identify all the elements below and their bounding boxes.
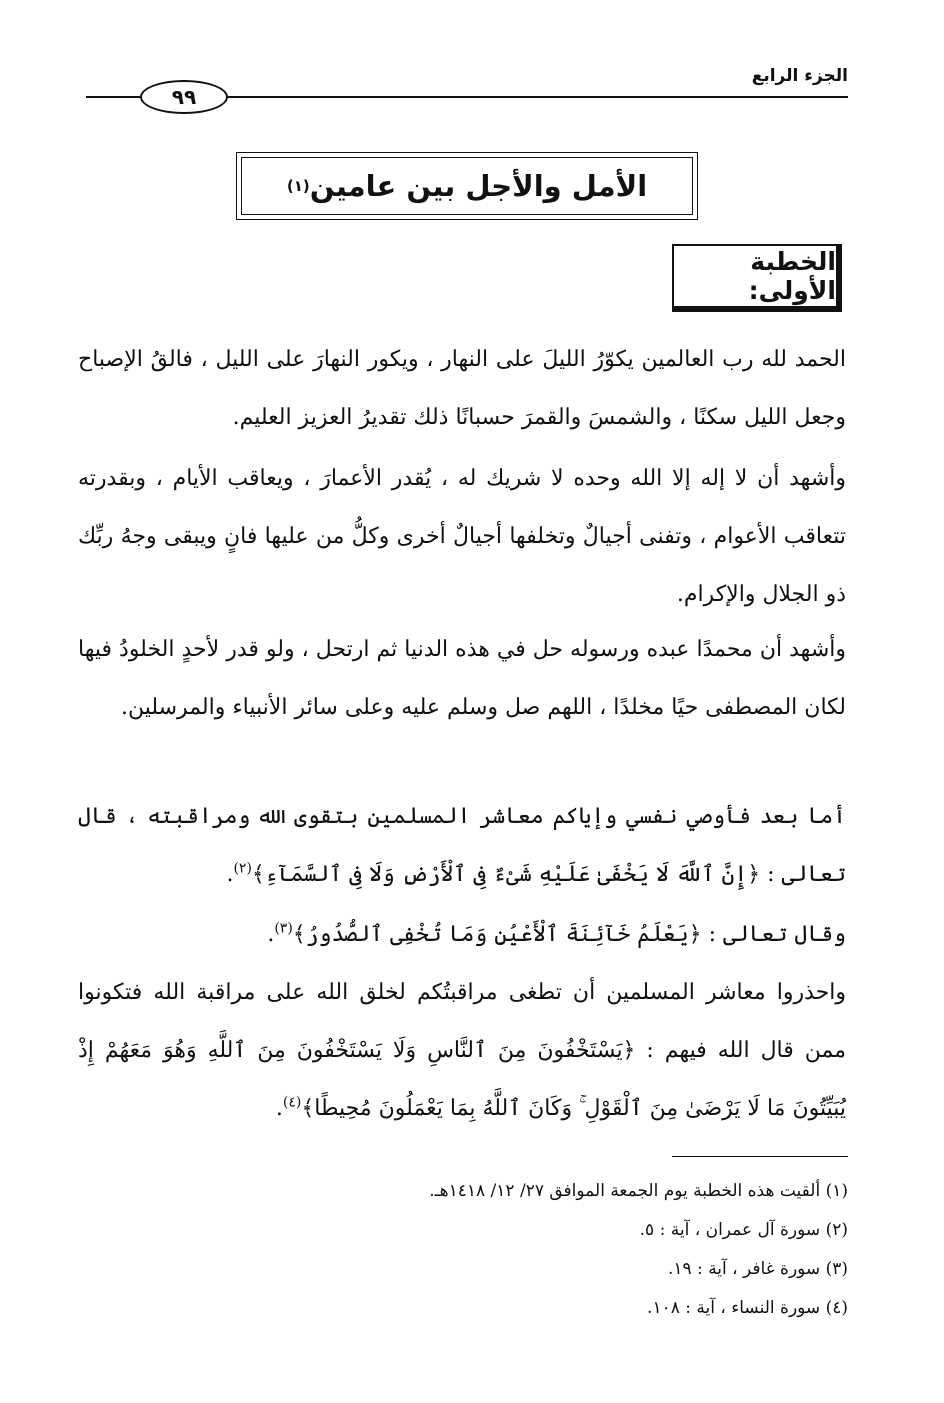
paragraph-advice: أما بعد فأوصي نفسي وإياكم معاشر المسلمين بتقوى الله ومراقبته ، قال تعالى : ﴿إِنَّ ٱللَّهَ لَا يَخْفَىٰ عَلَيْهِ شَىْءٌ فِى ٱلْأَرْضِ وَلَا فِى ٱلسَّمَآءِ﴾$^{(٢)}$. — [78, 804, 846, 887]
title-footnote-ref: (١) — [286, 177, 310, 195]
footnote-separator — [672, 1156, 848, 1157]
header-rule — [228, 96, 848, 98]
footnote-ref: (٢) — [233, 860, 252, 877]
footnote-item: (١) ألقيت هذه الخطبة يوم الجمعة الموافق ٢٧/ ١٢/ ١٤١٨هـ. — [429, 1181, 848, 1201]
khutbah-title-frame — [236, 152, 698, 220]
paragraph-text: وأشهد أن لا إله إلا الله وحده لا شريك له ، يُقدر الأعمارَ ، ويعاقب الأيام ، وبقدرته تتعاقب الأعوام ، وتفنى أجيالٌ وتخلفها أجيالٌ أخرى وكلُّ من عليها فانٍ ويبقى وجهُ ربِّك ذو الجلال والإكرام. — [78, 466, 846, 607]
footnote-ref: (٣) — [274, 920, 293, 937]
footnotes — [88, 1172, 848, 1328]
paragraph-text: الحمد لله رب العالمين يكوّرُ الليلَ على النهار ، ويكور النهارَ على الليل ، فالقُ الإصباح وجعل الليل سكنًا ، والشمسَ والقمرَ حسبانًا ذلك تقديرُ العزيز العليم. — [78, 347, 846, 430]
khutbah-title — [237, 153, 697, 219]
footnote-item: (٢) سورة آل عمران ، آية : ٥. — [639, 1220, 848, 1240]
running-header-title: الجزء الرابع — [751, 66, 848, 86]
paragraph-testimony-allah — [78, 450, 846, 624]
paragraph-text: واحذروا معاشر المسلمين أن تطغى مراقبتُكم لخلق الله على مراقبة الله فتكونوا ممن قال الله فيهم : ﴿يَسْتَخْفُونَ مِنَ ٱلنَّاسِ وَلَا يَسْتَخْفُونَ مِنَ ٱللَّهِ وَهُوَ مَعَهُمْ إِذْ يُبَيِّتُونَ مَا لَا يَرْضَىٰ مِنَ ٱلْقَوْلِ ۚ وَكَانَ ٱللَّهُ بِمَا يَعْمَلُونَ مُحِيطًا﴾ — [78, 980, 846, 1121]
header-rule-left — [86, 96, 140, 98]
paragraph-testimony-prophet — [78, 621, 846, 737]
paragraph-text: وأشهد أن محمدًا عبده ورسوله حل في هذه الدنيا ثم ارتحل ، ولو قدر لأحدٍ الخلودُ فيها لكان المصطفى حيًا مخلدًا ، اللهم صل وسلم عليه وعلى سائر الأنبياء والمرسلين. — [78, 637, 846, 720]
paragraph-warning: واحذروا معاشر المسلمين أن تطغى مراقبتُكم لخلق الله على مراقبة الله فتكونوا ممن قال الله فيهم : ﴿يَسْتَخْفُونَ مِنَ ٱلنَّاسِ وَلَا يَسْتَخْفُونَ مِنَ ٱللَّهِ وَهُوَ مَعَهُمْ إِذْ يُبَيِّتُونَ مَا لَا يَرْضَىٰ مِنَ ٱلْقَوْلِ ۚ وَكَانَ ٱللَّهُ بِمَا يَعْمَلُونَ مُحِيطًا﴾$^{(٤)}$. — [78, 980, 846, 1121]
khutbah-title-text: الأمل والأجل بين عامين — [309, 169, 648, 203]
paragraph-praise — [78, 331, 846, 447]
footnote-item: (٣) سورة غافر ، آية : ١٩. — [667, 1259, 848, 1279]
footnote-item: (٤) سورة النساء ، آية : ١٠٨. — [647, 1298, 848, 1318]
paragraph-text: أما بعد فأوصي نفسي وإياكم معاشر المسلمين بتقوى الله ومراقبته ، قال تعالى : ﴿إِنَّ ٱللَّهَ لَا يَخْفَىٰ عَلَيْهِ شَىْءٌ فِى ٱلْأَرْضِ وَلَا فِى ٱلسَّمَآءِ﴾ — [78, 804, 846, 887]
paragraph-text: وقال تعالى : ﴿يَعْلَمُ خَآئِنَةَ ٱلْأَعْيُنِ وَمَا تُخْفِى ٱلصُّدُورُ﴾ — [292, 922, 846, 947]
footnote-ref: (٤) — [282, 1094, 302, 1111]
paragraph-verse-ghafir: وقال تعالى : ﴿يَعْلَمُ خَآئِنَةَ ٱلْأَعْيُنِ وَمَا تُخْفِى ٱلصُّدُورُ﴾$^{(٣)}$. — [267, 920, 846, 947]
section-heading: الخطبة الأولى: — [672, 244, 842, 312]
page-number-badge: ٩٩ — [140, 80, 228, 114]
